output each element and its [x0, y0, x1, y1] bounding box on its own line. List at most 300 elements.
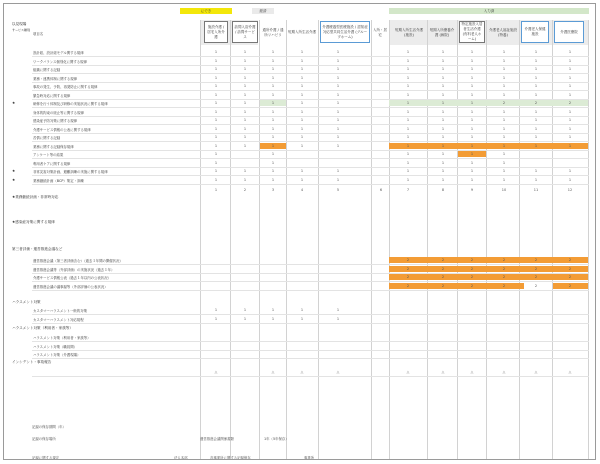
highlight-row: [389, 274, 588, 280]
grid-vline: [427, 20, 428, 460]
cell-value[interactable]: 1: [502, 109, 506, 114]
row-divider: [32, 341, 589, 342]
cell-value[interactable]: 1: [502, 50, 506, 54]
cell-value[interactable]: 1: [271, 67, 275, 71]
cell-value[interactable]: 1: [568, 143, 572, 148]
cell-value[interactable]: 1: [502, 92, 506, 97]
row-divider: [32, 376, 589, 377]
cell-value[interactable]: 1: [243, 75, 247, 80]
cell-value[interactable]: 1: [470, 92, 474, 97]
cell-value[interactable]: 1: [243, 143, 247, 148]
cell-value[interactable]: 2: [406, 275, 410, 279]
cell-value[interactable]: 1: [406, 109, 410, 114]
highlight-row: [389, 266, 588, 272]
cell-value[interactable]: 2: [502, 275, 506, 279]
cell-value[interactable]: 1: [336, 58, 340, 63]
cell-value[interactable]: 1: [243, 316, 247, 321]
col-header-4[interactable]: 短期入所生活介護: [288, 30, 316, 34]
cell-value[interactable]: 1: [300, 308, 304, 312]
grid-vline: [259, 20, 260, 460]
cell-value[interactable]: 1: [214, 75, 218, 80]
cell-value[interactable]: 1: [243, 308, 247, 312]
row-divider: [32, 350, 589, 351]
cell-value[interactable]: 1: [300, 169, 304, 173]
row-divider: [32, 323, 589, 324]
cell-value[interactable]: 2: [502, 266, 506, 271]
highlight-row: [389, 143, 588, 149]
cell-value[interactable]: 1: [441, 50, 445, 54]
cell-value[interactable]: 1: [534, 135, 538, 139]
cell-value[interactable]: 2: [502, 258, 506, 262]
cell-value[interactable]: 1: [214, 101, 218, 105]
cell-value[interactable]: 2: [470, 275, 474, 279]
cell-value[interactable]: 1: [271, 169, 275, 173]
cell-value[interactable]: 1: [470, 58, 474, 63]
column-index: 4: [300, 188, 304, 192]
row-divider: [32, 73, 589, 74]
cell-value[interactable]: 1: [214, 50, 218, 54]
cell-value[interactable]: 1: [406, 92, 410, 97]
grid-vline: [389, 20, 390, 460]
cell-value[interactable]: 1: [406, 126, 410, 131]
cell-value[interactable]: 2: [534, 101, 538, 105]
cell-value[interactable]: 2: [441, 275, 445, 279]
cell-value[interactable]: 1: [502, 75, 506, 80]
cell-value[interactable]: 1: [214, 160, 218, 165]
cell-value[interactable]: 1: [568, 92, 572, 97]
row-divider: [32, 116, 589, 117]
cell-value[interactable]: 1: [441, 75, 445, 80]
cell-value[interactable]: 1: [300, 101, 304, 105]
footer-value-head-office: 法人本部: [174, 456, 188, 460]
column-index: 5: [336, 188, 340, 192]
cell-value[interactable]: 1: [568, 126, 572, 131]
cell-value[interactable]: 1: [441, 160, 445, 165]
cell-value[interactable]: 2: [534, 283, 538, 288]
section-title-5: ハラスメント対策（利用者・家族等）: [12, 326, 73, 330]
cell-value[interactable]: △: [214, 370, 218, 374]
cell-value[interactable]: 2: [406, 283, 410, 288]
cell-value[interactable]: 1: [300, 177, 304, 182]
row-label: カスタマーハラスメント対応規程: [33, 317, 84, 322]
cell-value[interactable]: 1: [441, 67, 445, 71]
row-label: ハラスメント対策（職員間）: [33, 344, 77, 349]
cell-value[interactable]: 1: [214, 109, 218, 114]
cell-value[interactable]: 1: [534, 58, 538, 63]
cell-value[interactable]: 1: [336, 75, 340, 80]
cell-value[interactable]: 1: [214, 84, 218, 88]
row-label: アンケート等の結果: [33, 153, 64, 157]
column-index: 7: [406, 188, 410, 192]
cell-value[interactable]: 1: [214, 92, 218, 97]
cell-value[interactable]: 1: [336, 143, 340, 148]
cell-value[interactable]: △: [271, 370, 275, 374]
cell-value[interactable]: 1: [470, 84, 474, 88]
cell-value[interactable]: 1: [336, 109, 340, 114]
cell-value[interactable]: 1: [470, 135, 474, 139]
cell-value[interactable]: 1: [300, 67, 304, 71]
cell-value[interactable]: 1: [534, 67, 538, 71]
cell-value[interactable]: 1: [271, 58, 275, 63]
cell-value[interactable]: 1: [243, 50, 247, 54]
cell-value[interactable]: 1: [534, 177, 538, 182]
cell-value[interactable]: 1: [243, 135, 247, 139]
cell-value[interactable]: 1: [300, 75, 304, 80]
cell-value[interactable]: 1: [271, 118, 275, 122]
row-label: 緊急時対応に関する規律: [33, 93, 71, 98]
cell-value[interactable]: 1: [406, 152, 410, 156]
cell-value[interactable]: 1: [502, 169, 506, 173]
cell-value[interactable]: 1: [441, 152, 445, 156]
cell-value[interactable]: 1: [568, 75, 572, 80]
cell-value[interactable]: 1: [214, 177, 218, 182]
cell-value[interactable]: 1: [534, 126, 538, 131]
cell-value[interactable]: 1: [271, 135, 275, 139]
cell-value[interactable]: 1: [243, 169, 247, 173]
column-index: 10: [501, 188, 507, 192]
cell-value[interactable]: 1: [568, 169, 572, 173]
cell-value[interactable]: 1: [300, 126, 304, 131]
cell-value[interactable]: 1: [406, 160, 410, 165]
row-label: 運営推進会議等（外部評価）の実施状況（過去１年）: [33, 267, 115, 272]
cell-value[interactable]: 1: [336, 177, 340, 182]
row-marker: ★: [12, 177, 16, 182]
cell-value[interactable]: △: [534, 370, 538, 374]
cell-value[interactable]: 1: [406, 50, 410, 54]
cell-value[interactable]: △: [470, 370, 474, 374]
row-divider: [32, 133, 589, 134]
cell-value[interactable]: 1: [441, 84, 445, 88]
cell-value[interactable]: △: [300, 370, 304, 374]
cell-value[interactable]: 1: [406, 67, 410, 71]
cell-value[interactable]: 1: [214, 135, 218, 139]
cell-value[interactable]: 1: [568, 50, 572, 54]
cell-value[interactable]: 1: [568, 135, 572, 139]
cell-value[interactable]: △: [406, 370, 410, 374]
cell-value[interactable]: 1: [336, 316, 340, 321]
cell-value[interactable]: 1: [406, 75, 410, 80]
cell-value[interactable]: 1: [243, 101, 247, 105]
cell-value[interactable]: 2: [568, 101, 572, 105]
row-label: 介護サービス情報公表（過去１年以内の公表状況）: [33, 276, 111, 280]
col-header-2[interactable]: 訪問入浴介護 / 訪問サービス: [232, 21, 258, 43]
cell-value[interactable]: 1: [300, 58, 304, 63]
cell-value[interactable]: 1: [271, 177, 275, 182]
cell-value[interactable]: 1: [406, 169, 410, 173]
cell-value[interactable]: 1: [214, 58, 218, 63]
row-label: 利用者ケアに関する規律: [33, 161, 71, 166]
cell-value[interactable]: 1: [300, 316, 304, 321]
cell-value[interactable]: 1: [441, 169, 445, 173]
cell-value[interactable]: 1: [470, 160, 474, 165]
cell-value[interactable]: 1: [502, 67, 506, 71]
cell-value[interactable]: 1: [406, 177, 410, 182]
grid-vline: [230, 20, 231, 460]
cell-value[interactable]: △: [441, 370, 445, 374]
col-header-9[interactable]: 特定施設入居者生活介護 (有料老人ホーム): [459, 21, 485, 43]
cell-value[interactable]: 1: [534, 169, 538, 173]
column-index: 9: [470, 188, 474, 192]
cell-value[interactable]: 1: [470, 101, 474, 105]
grid-vline: [519, 20, 520, 460]
row-label: 業務に関する記録保存規律: [33, 144, 74, 149]
cell-value[interactable]: 1: [214, 143, 218, 148]
cell-value[interactable]: 1: [300, 84, 304, 88]
footer-label-records-storage: 各事業所に関する記録保存: [210, 456, 251, 460]
cell-value[interactable]: 1: [406, 118, 410, 122]
cell-value[interactable]: 2: [470, 283, 474, 288]
cell-value[interactable]: 1: [336, 84, 340, 88]
cell-value[interactable]: 1: [502, 126, 506, 131]
row-label: 苦情に関する記録: [33, 136, 61, 140]
footer-label-records-rule: 記録に関する規定: [32, 456, 60, 460]
cell-value[interactable]: 1: [214, 67, 218, 71]
cell-value[interactable]: 1: [243, 84, 247, 88]
row-divider: [32, 82, 589, 83]
grid-vline: [318, 20, 319, 460]
cell-value[interactable]: 2: [470, 266, 474, 271]
cell-value[interactable]: 1: [470, 143, 474, 148]
row-divider: [32, 107, 589, 108]
cell-value[interactable]: 1: [441, 135, 445, 139]
cell-value[interactable]: 1: [300, 143, 304, 148]
cell-value[interactable]: 1: [271, 109, 275, 114]
cell-value[interactable]: 1: [470, 67, 474, 71]
column-index: 11: [533, 188, 539, 192]
cell-value[interactable]: 1: [470, 118, 474, 122]
cell-value[interactable]: 1: [534, 50, 538, 54]
cell-value[interactable]: 1: [534, 84, 538, 88]
cell-value[interactable]: 1: [406, 135, 410, 139]
cell-value[interactable]: 1: [243, 109, 247, 114]
cell-value[interactable]: 1: [271, 84, 275, 88]
row-label: 介護サービス情報の公表に関する規律: [33, 127, 91, 132]
cell-value[interactable]: 1: [441, 177, 445, 182]
cell-value[interactable]: 1: [502, 84, 506, 88]
cell-value[interactable]: 1: [441, 109, 445, 114]
cell-value[interactable]: 1: [214, 126, 218, 131]
column-index: 12: [567, 188, 573, 192]
row-label: 組織に関する記録: [33, 68, 61, 72]
cell-value[interactable]: 2: [470, 258, 474, 262]
cell-value[interactable]: 1: [502, 118, 506, 122]
cell-value[interactable]: 2: [441, 266, 445, 271]
cell-value[interactable]: 1: [300, 135, 304, 139]
cell-value[interactable]: 1: [441, 143, 445, 148]
cell-value[interactable]: 1: [214, 169, 218, 173]
cell-value[interactable]: 1: [336, 67, 340, 71]
cell-value[interactable]: 1: [502, 143, 506, 148]
cell-value[interactable]: 1: [336, 50, 340, 54]
cell-value[interactable]: 1: [214, 118, 218, 122]
cell-value[interactable]: 1: [441, 92, 445, 97]
cell-value[interactable]: 1: [336, 101, 340, 105]
cell-value[interactable]: 1: [470, 152, 474, 156]
cell-value[interactable]: 2: [502, 283, 506, 288]
cell-value[interactable]: 1: [214, 152, 218, 156]
cell-value[interactable]: 1: [271, 152, 275, 156]
col-header-10[interactable]: 介護老人福祉施設 (特養): [489, 27, 517, 37]
col-header-7[interactable]: 短期入所生活介護 (施設): [395, 27, 423, 37]
spreadsheet-frame: [3, 3, 596, 460]
cell-value[interactable]: 1: [534, 75, 538, 80]
footer-label-retention: 記録の保存期間（年）: [32, 425, 66, 429]
cell-value[interactable]: 1: [336, 92, 340, 97]
cell-value[interactable]: 1: [406, 84, 410, 88]
cell-value[interactable]: 1: [534, 143, 538, 148]
cell-value[interactable]: 1: [470, 169, 474, 173]
section-title-2: ★感染症対策に関する規律: [12, 220, 55, 224]
cell-value[interactable]: △: [336, 370, 340, 374]
row-label: 運営推進会議（第三者評価含む）（過去１年間の開催状況）: [33, 259, 123, 263]
cell-value[interactable]: 1: [534, 109, 538, 114]
header-chip-yellow: にでき: [180, 8, 232, 14]
grid-vline: [552, 20, 553, 460]
cell-value[interactable]: 2: [441, 258, 445, 262]
cell-value[interactable]: 1: [336, 308, 340, 312]
cell-value[interactable]: 2: [534, 266, 538, 271]
item-column-header: 項目名: [33, 32, 44, 36]
cell-value[interactable]: 1: [502, 152, 506, 156]
cell-value[interactable]: 1: [271, 75, 275, 80]
cell-value[interactable]: 1: [441, 58, 445, 63]
cell-value[interactable]: 1: [441, 118, 445, 122]
cell-value[interactable]: 1: [470, 75, 474, 80]
cell-value[interactable]: 1: [502, 58, 506, 63]
row-label: 業務継続計画（BCP）策定・訓練: [33, 178, 84, 183]
row-divider: [32, 56, 589, 57]
cell-value[interactable]: 1: [470, 109, 474, 114]
cell-value[interactable]: 1: [406, 58, 410, 63]
cell-value[interactable]: 1: [406, 101, 410, 105]
col-header-8[interactable]: 短期入所療養介護 (病院): [429, 27, 455, 37]
row-label: ハラスメント対策（利用者・家族等）: [33, 336, 91, 340]
cell-value[interactable]: 1: [214, 308, 218, 312]
cell-value[interactable]: 2: [568, 283, 572, 288]
cell-value[interactable]: 2: [568, 275, 572, 279]
column-index: 8: [441, 188, 445, 192]
cell-value[interactable]: 1: [336, 135, 340, 139]
cell-value[interactable]: 1: [243, 92, 247, 97]
cell-value[interactable]: 1: [300, 92, 304, 97]
header-chip-small: 経済: [252, 8, 274, 14]
cell-value[interactable]: 1: [243, 118, 247, 122]
cell-value[interactable]: 1: [300, 50, 304, 54]
cell-value[interactable]: 1: [568, 84, 572, 88]
cell-value[interactable]: 1: [271, 101, 275, 105]
cell-value[interactable]: 1: [568, 118, 572, 122]
cell-value[interactable]: 1: [271, 308, 275, 312]
section-title-3: 第三者評価・運営推進会議など: [12, 247, 63, 251]
cell-value[interactable]: 1: [568, 177, 572, 182]
cell-value[interactable]: 2: [406, 266, 410, 271]
col-header-12[interactable]: 介護医療院: [554, 21, 584, 43]
col-header-11[interactable]: 介護老人保健施設: [521, 21, 549, 43]
cell-value[interactable]: 2: [502, 101, 506, 105]
cell-value[interactable]: 1: [406, 143, 410, 148]
cell-value[interactable]: △: [502, 370, 506, 374]
row-marker: ★: [12, 101, 16, 105]
cell-value[interactable]: 1: [271, 50, 275, 54]
row-divider: [32, 158, 589, 159]
row-divider: [32, 150, 589, 151]
cell-value[interactable]: 2: [568, 266, 572, 271]
row-label: カスタマーハラスメント一般的対策: [33, 309, 87, 313]
grid-vline: [457, 20, 458, 460]
header-chip-right: 入力済: [389, 8, 589, 14]
cell-value[interactable]: 1: [568, 67, 572, 71]
cell-value[interactable]: 1: [502, 135, 506, 139]
col-header-3[interactable]: 通所介護 / 通所リハビリ: [262, 27, 284, 37]
cell-value[interactable]: 1: [470, 126, 474, 131]
cell-value[interactable]: 1: [502, 160, 506, 165]
footer-value-retention: 1年（5年保存）: [264, 437, 289, 441]
col-header-5[interactable]: 介護療養型医療施設 / 認知症対応型共同生活介護 (グループホーム): [320, 21, 370, 43]
col-header-6[interactable]: 入所・居宅: [373, 27, 387, 37]
cell-value[interactable]: 1: [568, 109, 572, 114]
cell-value[interactable]: 1: [214, 316, 218, 321]
cell-value[interactable]: 1: [441, 101, 445, 105]
row-divider: [32, 124, 589, 125]
cell-value[interactable]: 1: [300, 109, 304, 114]
cell-value[interactable]: 1: [243, 67, 247, 71]
cell-value[interactable]: 1: [271, 316, 275, 321]
row-divider: [32, 290, 589, 291]
highlight-row: [389, 100, 588, 106]
cell-value[interactable]: 1: [271, 92, 275, 97]
cell-value[interactable]: 1: [336, 169, 340, 173]
cell-value[interactable]: 1: [243, 177, 247, 182]
cell-value[interactable]: △: [568, 370, 572, 374]
cell-value[interactable]: 1: [336, 126, 340, 131]
row-label: 感染症予防対策に関する規律: [33, 119, 78, 123]
row-label: 研修を行う体制及び研修の実施状況に関する規律: [33, 102, 108, 106]
cell-value[interactable]: 1: [470, 50, 474, 54]
column-index: 1: [214, 188, 218, 192]
cell-value[interactable]: 1: [336, 118, 340, 122]
cell-value[interactable]: 2: [406, 258, 410, 262]
cell-value[interactable]: 2: [534, 275, 538, 279]
cell-value[interactable]: 1: [441, 126, 445, 131]
row-divider: [32, 358, 589, 359]
grid-vline: [588, 20, 589, 460]
cell-value[interactable]: 1: [271, 126, 275, 131]
cell-value[interactable]: 1: [271, 160, 275, 165]
cell-value[interactable]: 1: [534, 92, 538, 97]
cell-value[interactable]: 1: [243, 58, 247, 63]
cell-value[interactable]: 1: [300, 118, 304, 122]
footer-value-office: 事業所: [304, 456, 315, 460]
column-index: 3: [271, 188, 275, 192]
cell-value[interactable]: 2: [441, 283, 445, 288]
row-divider: [32, 314, 589, 315]
col-header-1[interactable]: 施設介護 / 居宅入所介護: [204, 21, 228, 43]
cell-value[interactable]: 1: [502, 177, 506, 182]
row-label: ワークバランス個別化に関する規律: [33, 59, 87, 64]
grid-vline: [200, 20, 201, 460]
cell-value[interactable]: 1: [568, 58, 572, 63]
cell-value[interactable]: 2: [568, 258, 572, 262]
cell-value[interactable]: 1: [534, 118, 538, 122]
row-label: 設計総、設計総モデル関する規律: [33, 51, 84, 55]
row-label: 非常災害対策計画、避難訓練の実施に関する規律: [33, 170, 108, 174]
cell-value[interactable]: 1: [470, 177, 474, 182]
cell-value[interactable]: 1: [271, 143, 275, 148]
highlight-row: [389, 257, 588, 263]
cell-value[interactable]: 2: [534, 258, 538, 262]
row-divider: [32, 184, 589, 185]
cell-value[interactable]: 1: [243, 126, 247, 131]
